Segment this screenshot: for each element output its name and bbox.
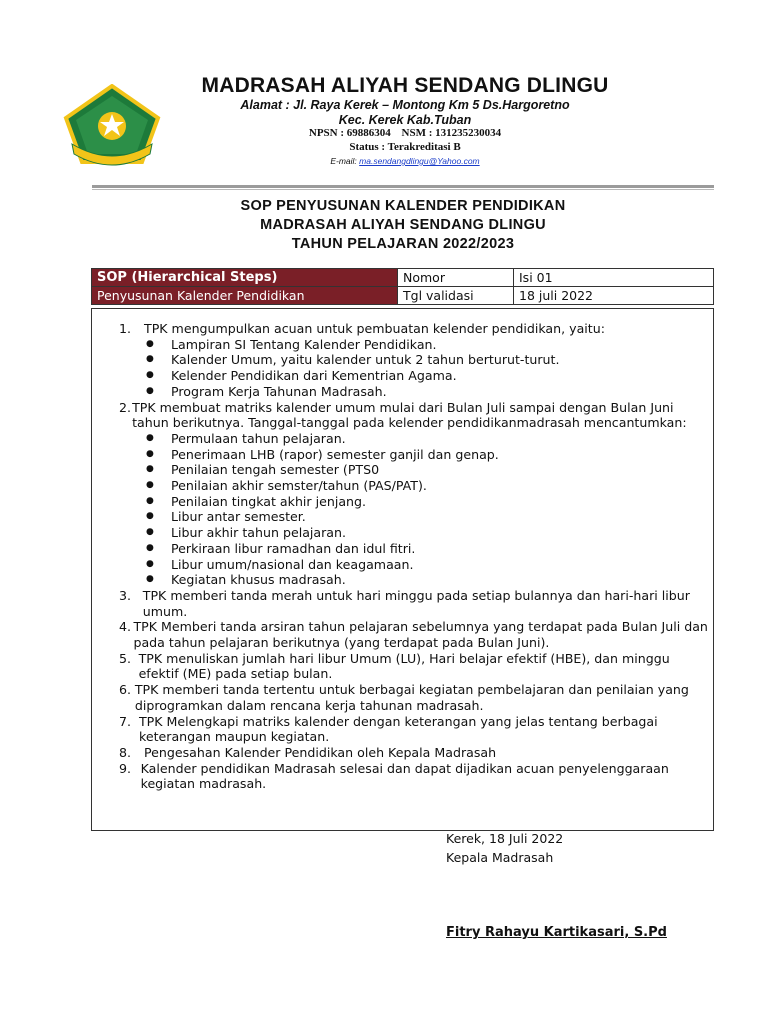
place-date: Kerek, 18 Juli 2022	[446, 831, 564, 846]
step-item	[119, 744, 709, 761]
school-ids	[190, 127, 620, 139]
step-number: 2.	[119, 399, 132, 415]
email-link[interactable]: ma.sendangdlingu@Yahoo.com	[359, 156, 480, 166]
step-number: 7.	[119, 713, 132, 729]
header-divider-thin	[92, 189, 714, 190]
bullet-text: Libur antar semester.	[171, 509, 306, 525]
step-item	[119, 321, 709, 337]
bullet-text: Program Kerja Tahunan Madrasah.	[171, 383, 387, 399]
bullet-icon: ●	[146, 527, 154, 538]
sop-heading: SOP (Hierarchical Steps)	[92, 269, 398, 287]
step-bullet	[144, 352, 709, 368]
step-item	[119, 587, 709, 619]
step-bullet	[144, 572, 709, 588]
step-number: 1.	[119, 321, 132, 336]
bullet-icon: ●	[146, 558, 154, 569]
bullet-text: Permulaan tahun pelajaran.	[171, 430, 346, 446]
step-text: Pengesahan Kalender Pendidikan oleh Kepala Madrasah	[144, 744, 497, 760]
step-bullet	[144, 462, 709, 478]
npsn: NPSN : 69886304	[308, 127, 391, 139]
doc-title-line-3: TAHUN PELAJARAN 2022/2023	[291, 236, 515, 252]
step-number: 6.	[119, 682, 132, 698]
step-text: TPK memberi tanda tertentu untuk berbagai kegiatan pembelajaran dan penilaian yang diprogramkan dalam rencana kerja tahunan madrasah.	[134, 682, 689, 713]
step-bullet	[144, 384, 709, 400]
bullet-text: Penilaian tengah semester (PTS0	[171, 462, 380, 478]
steps-list	[119, 321, 709, 792]
step-item	[119, 760, 709, 792]
bullet-icon: ●	[146, 574, 154, 585]
step-text: TPK membuat matriks kalender umum mulai dari Bulan Juli sampai dengan Bulan Juni tahun berikutnya. Tanggal-tanggal pada kelender pendidikanmadrasah mencantumkan:	[132, 399, 687, 431]
tgl-value: 18 juli 2022	[514, 287, 714, 305]
step-bullet	[144, 494, 709, 510]
bullet-icon: ●	[146, 385, 154, 396]
step-bullet	[144, 525, 709, 541]
bullet-text: Penilaian akhir semster/tahun (PAS/PAT).	[171, 478, 427, 494]
bullet-icon: ●	[146, 464, 154, 475]
step-bullet	[144, 557, 709, 573]
step-item	[119, 682, 709, 713]
step-bullet	[144, 337, 709, 353]
step-item	[119, 713, 709, 745]
step-number: 4.	[119, 619, 132, 635]
step-item	[119, 619, 709, 651]
header-divider	[92, 185, 714, 188]
step-bullet	[144, 478, 709, 494]
bullet-text: Libur umum/nasional dan keagamaan.	[171, 556, 414, 572]
step-number: 9.	[119, 760, 132, 776]
bullet-icon: ●	[146, 432, 154, 443]
bullet-text: Penilaian tingkat akhir jenjang.	[171, 493, 367, 509]
sop-subheading: Penyusunan Kalender Pendidikan	[92, 287, 398, 305]
doc-title-line-1: SOP PENYUSUNAN KALENDER PENDIDIKAN	[240, 198, 566, 214]
tgl-label: Tgl validasi	[398, 287, 514, 305]
bullet-text: Kegiatan khusus madrasah.	[171, 572, 346, 588]
school-logo-icon	[62, 84, 162, 168]
signer-name: Fitry Rahayu Kartikasari, S.Pd	[446, 925, 667, 940]
step-text: TPK menuliskan jumlah hari libur Umum (LU), Hari belajar efektif (HBE), dan minggu efektif (ME) pada setiap bulan.	[138, 650, 670, 682]
sop-info-table	[91, 268, 714, 305]
step-text: TPK Memberi tanda arsiran tahun pelajaran sebelumnya yang terdapat pada Bulan Juli dan pada tahun pelajaran berikutnya (yang terdapat pada Bulan Juni).	[133, 619, 708, 651]
signer-position: Kepala Madrasah	[446, 850, 554, 865]
step-bullet	[144, 447, 709, 463]
bullet-text: Libur akhir tahun pelajaran.	[171, 525, 347, 541]
bullet-icon: ●	[146, 542, 154, 553]
nomor-label: Nomor	[398, 269, 514, 287]
accreditation-status: Status : Terakreditasi B	[349, 141, 461, 153]
bullet-text: Kelender Pendidikan dari Kementrian Agama.	[171, 368, 457, 384]
email-line	[190, 156, 620, 166]
step-item	[119, 399, 709, 431]
step-number: 3.	[119, 587, 132, 603]
step-text: TPK mengumpulkan acuan untuk pembuatan kelender pendidikan, yaitu:	[144, 321, 605, 336]
bullet-text: Kalender Umum, yaitu kalender untuk 2 tahun berturut-turut.	[171, 352, 560, 368]
step-text: TPK memberi tanda merah untuk hari minggu pada setiap bulannya dan hari-hari libur umum.	[142, 587, 690, 619]
bullet-icon: ●	[146, 495, 154, 506]
step-bullet	[144, 541, 709, 557]
step-bullet	[144, 368, 709, 384]
step-bullet	[144, 509, 709, 525]
bullet-icon: ●	[146, 370, 154, 381]
bullet-text: Lampiran SI Tentang Kalender Pendidikan.	[171, 336, 437, 352]
email-label: E-mail:	[330, 156, 357, 166]
nomor-value: Isi 01	[514, 269, 714, 287]
step-bullet	[144, 431, 709, 447]
bullet-text: Penerimaan LHB (rapor) semester ganjil dan genap.	[171, 446, 499, 462]
address-line-2: Kec. Kerek Kab.Tuban	[338, 113, 472, 127]
steps-box	[91, 308, 714, 831]
nsm: NSM : 131235230034	[401, 127, 502, 139]
bullet-icon: ●	[146, 511, 154, 522]
step-number: 5.	[119, 650, 132, 666]
school-name: MADRASAH ALIYAH SENDANG DLINGU	[201, 74, 609, 97]
doc-title-line-2: MADRASAH ALIYAH SENDANG DLINGU	[260, 217, 546, 233]
address-line-1: Alamat : Jl. Raya Kerek – Montong Km 5 Ds.Hargoretno	[240, 98, 570, 112]
bullet-icon: ●	[146, 338, 154, 349]
bullet-icon: ●	[146, 448, 154, 459]
step-number: 8.	[119, 744, 132, 760]
bullet-icon: ●	[146, 480, 154, 491]
bullet-icon: ●	[146, 354, 154, 365]
step-text: TPK Melengkapi matriks kalender dengan keterangan yang jelas tentang berbagai keterangan maupun kegiatan.	[138, 713, 658, 745]
step-item	[119, 650, 709, 682]
bullet-text: Perkiraan libur ramadhan dan idul fitri.	[171, 540, 416, 556]
step-text: Kalender pendidikan Madrasah selesai dan dapat dijadikan acuan penyelenggaraan kegiatan madrasah.	[140, 760, 669, 792]
